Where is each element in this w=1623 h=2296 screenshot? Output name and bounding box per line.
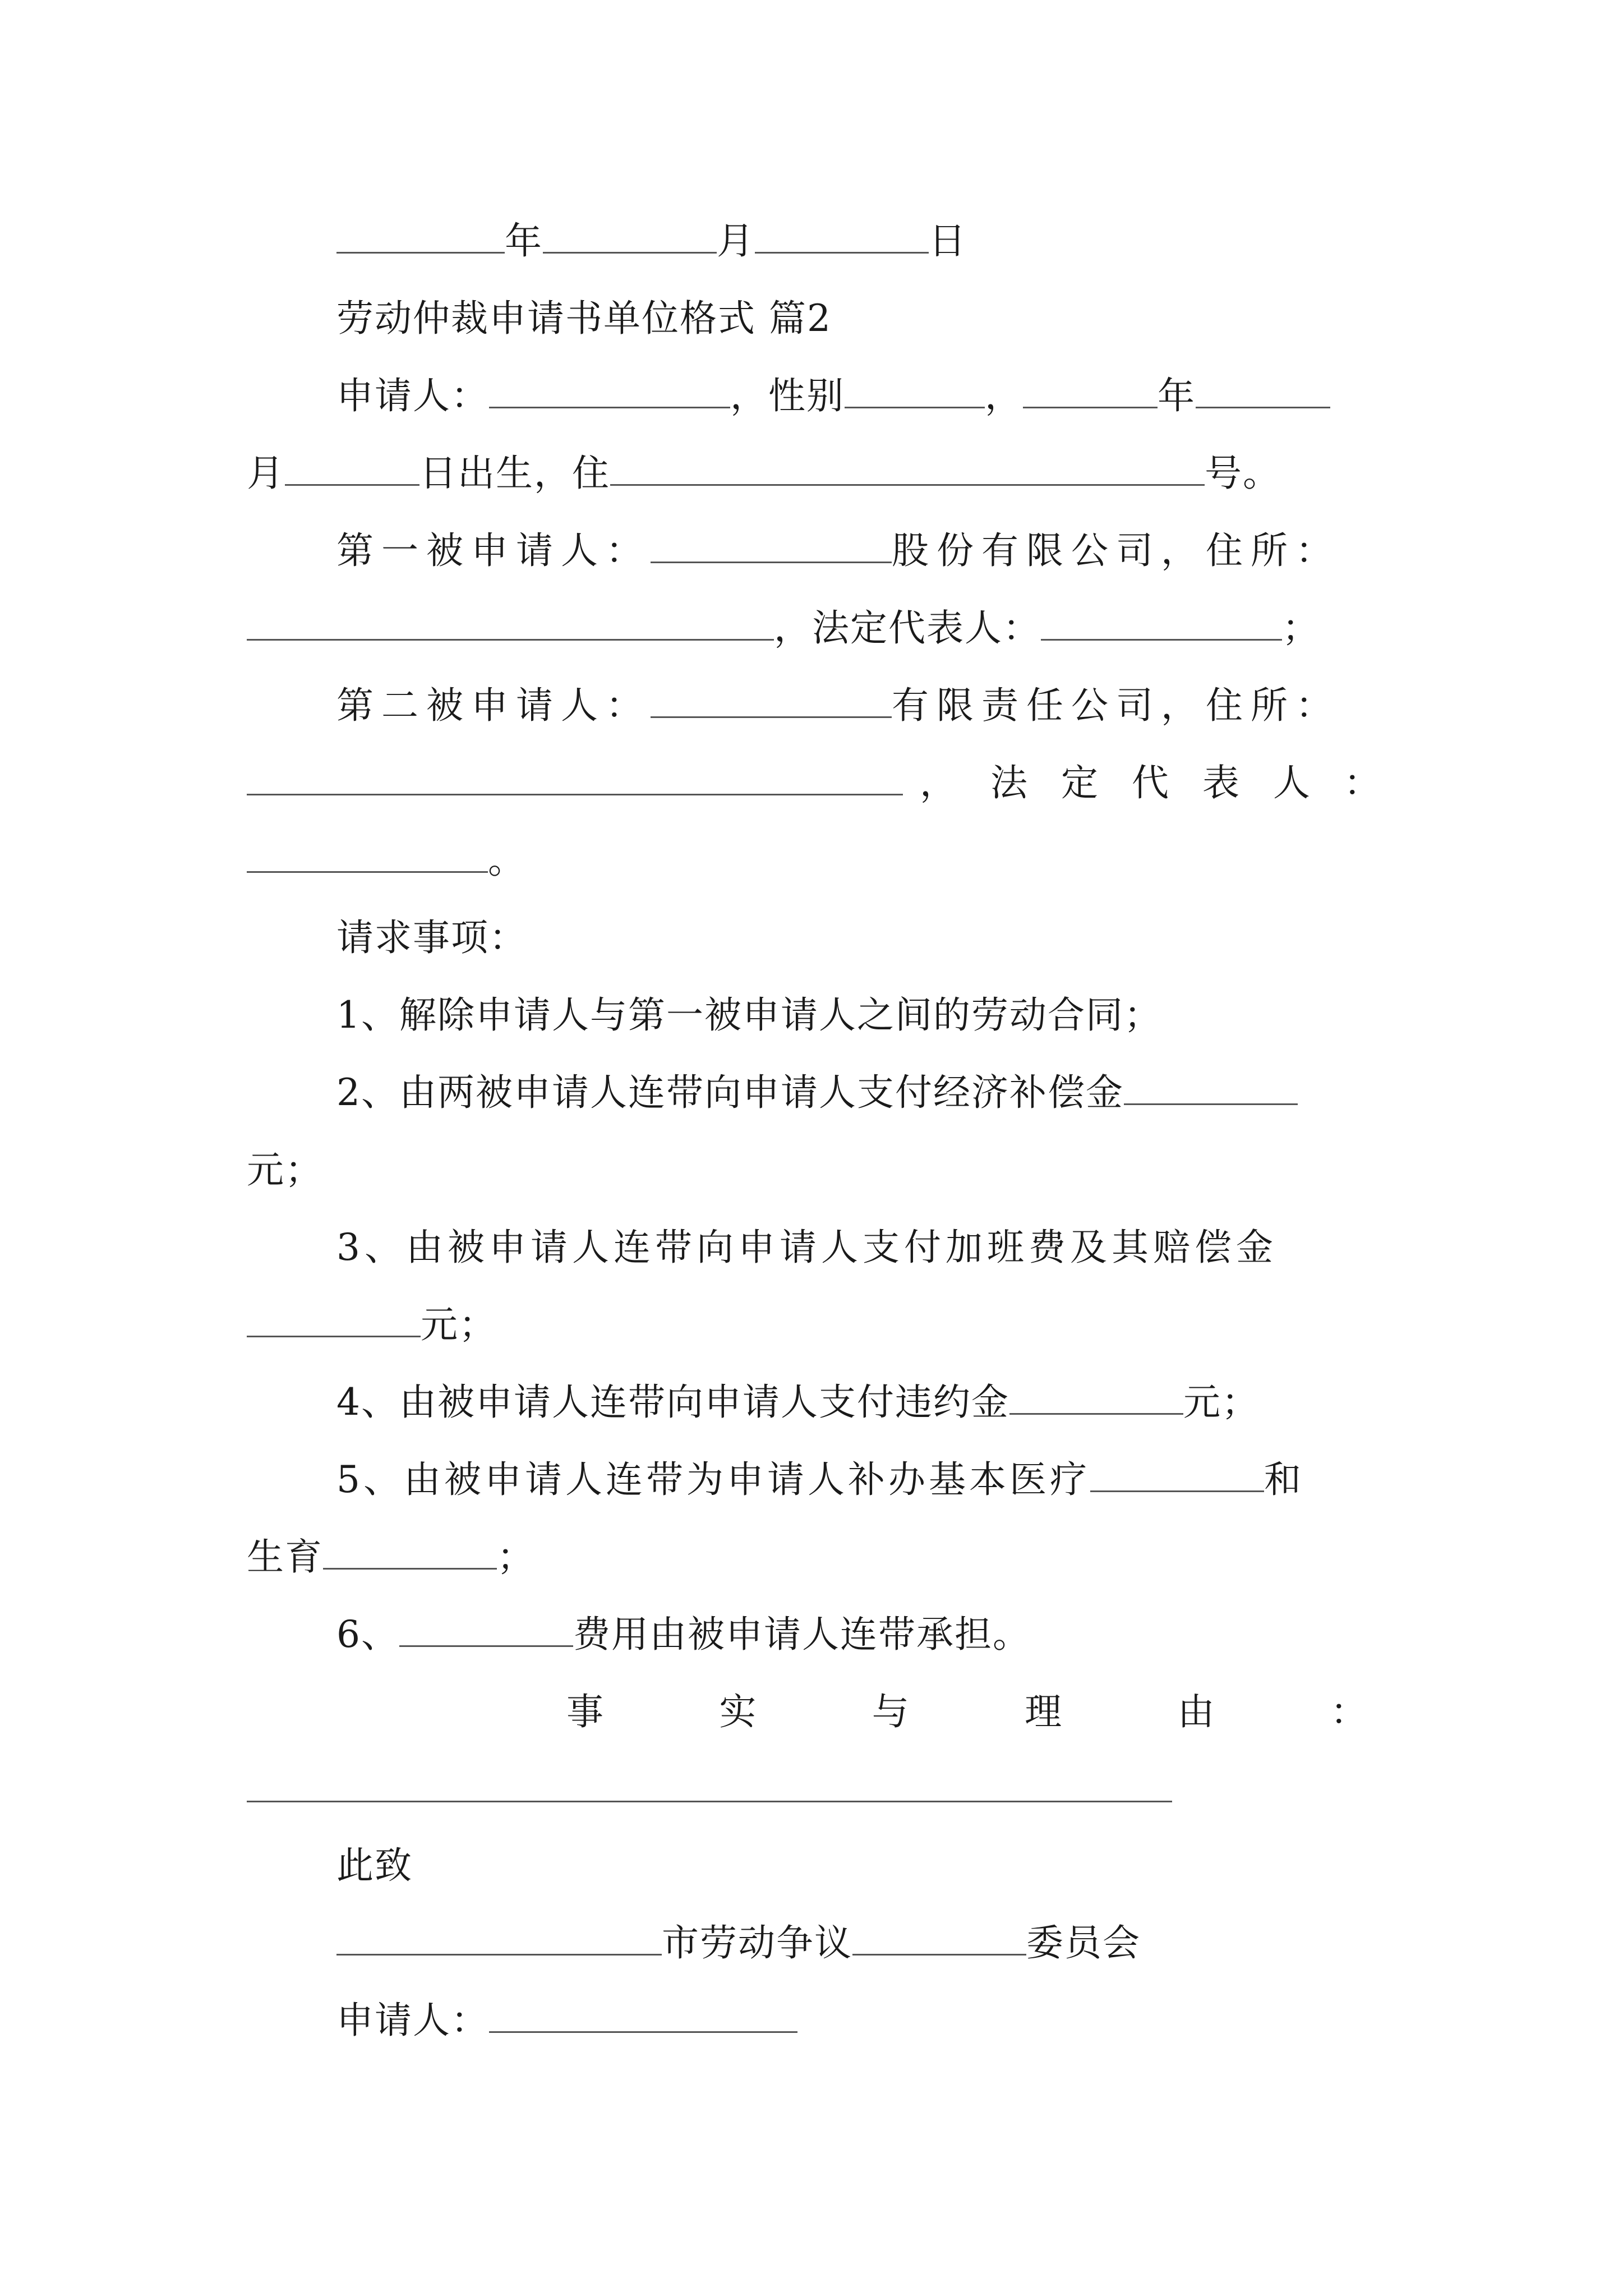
request-item-6-text: 费用由被申请人连带承担。 [573, 1613, 1031, 1656]
respondent2-label: 第二被申请人： [336, 684, 651, 727]
day-blank [755, 218, 929, 254]
request-item-4 [336, 1363, 1481, 1442]
facts-char: 事 [566, 1690, 605, 1733]
respondent1-end: ； [1282, 606, 1320, 650]
address-end: 号。 [1205, 452, 1281, 495]
request-item-1-text: 1、解除申请人与第一被申请人之间的劳动合同； [336, 993, 1162, 1037]
birth-label: 日出生，住 [419, 452, 610, 495]
applicant-label: 申请人： [336, 374, 489, 417]
committee-blank [852, 1920, 1026, 1955]
request-item-2 [336, 1053, 1481, 1132]
request-item-6-num: 6、 [336, 1613, 399, 1656]
respondent1-name-blank [651, 528, 892, 563]
respondent2-line-3 [247, 821, 1391, 900]
request-item-5-end: ； [497, 1535, 535, 1579]
facts-heading [566, 1673, 1368, 1751]
month-blank [543, 218, 717, 254]
facts-char: 由 [1177, 1690, 1216, 1733]
cizhi-text: 此致 [336, 1844, 413, 1887]
committee-label: 委员会 [1026, 1921, 1141, 1964]
respondent1-label: 第一被申请人： [336, 529, 651, 572]
facts-char: ： [1330, 1690, 1368, 1733]
request-item-6 [336, 1595, 1481, 1674]
request-item-2-text: 2、由两被申请人连带向申请人支付经济补偿金 [336, 1071, 1124, 1114]
respondent2-address-blank [247, 760, 903, 795]
birth-year-label: 年 [1158, 374, 1196, 417]
request-item-2-unit: 元； [247, 1148, 323, 1191]
request-item-5-text: 5、由被申请人连带为申请人补办基本医疗 [336, 1458, 1090, 1501]
respondent1-line-1 [336, 512, 1481, 590]
birth-year-blank [1023, 373, 1158, 408]
requests-heading-text: 请求事项： [336, 916, 527, 959]
maternity-blank [323, 1534, 497, 1570]
section-title [336, 279, 1481, 358]
respondent2-rep-label: ，法定代表人： [920, 761, 1414, 804]
request-item-3-unit: 元； [421, 1303, 497, 1346]
gender-blank [845, 373, 985, 408]
facts-char: 理 [1025, 1690, 1063, 1733]
year-label: 年 [505, 219, 543, 263]
city-blank [336, 1920, 662, 1955]
request-item-5 [336, 1441, 1481, 1519]
respondent1-rep-blank [1041, 605, 1282, 641]
closing-applicant-blank [489, 1998, 797, 2033]
closing-applicant [336, 1981, 1481, 2060]
respondent1-address-blank [247, 605, 774, 641]
request-item-4-unit: 元； [1183, 1381, 1260, 1424]
respondent2-name-blank [651, 683, 892, 718]
city-label: 市劳动争议 [662, 1921, 852, 1964]
respondent2-end: 。 [488, 839, 526, 882]
respondent2-line-1 [336, 666, 1481, 745]
request-item-5-maternity: 生育 [247, 1535, 323, 1579]
facts-char: 与 [872, 1690, 910, 1733]
respondent1-company-label: 股份有限公司，住所： [892, 529, 1340, 572]
respondent2-rep-blank [247, 838, 488, 873]
medical-blank [1090, 1457, 1264, 1492]
request-item-1 [336, 976, 1481, 1055]
facts-char: 实 [719, 1690, 758, 1733]
closing-committee [336, 1904, 1481, 1982]
gender-label: ，性别 [730, 374, 845, 417]
section-title-text: 劳动仲裁申请书单位格式 篇2 [336, 297, 832, 340]
penalty-blank [1009, 1379, 1183, 1415]
request-item-4-text: 4、由被申请人连带向申请人支付违约金 [336, 1381, 1009, 1424]
address-blank [610, 450, 1205, 486]
year-blank [336, 218, 505, 254]
birth-month-blank [1196, 373, 1330, 408]
respondent2-line-2 [247, 744, 1414, 822]
applicant-name-blank [489, 373, 730, 408]
applicant-line-1 [336, 357, 1481, 435]
closing-cizhi [336, 1826, 1481, 1905]
facts-blank-line [247, 1801, 1172, 1802]
respondent2-company-label: 有限责任公司，住所： [892, 684, 1340, 727]
respondent1-line-2 [247, 589, 1391, 668]
request-item-5-cont [247, 1518, 1391, 1596]
birth-day-blank [285, 450, 419, 486]
date-line [336, 202, 1481, 280]
applicant-line-2 [247, 434, 1391, 513]
request-item-3-cont [247, 1286, 1391, 1364]
requests-heading [336, 899, 1481, 977]
fee-blank [399, 1612, 573, 1647]
closing-applicant-label: 申请人： [336, 1999, 489, 2042]
request-item-2-cont [247, 1131, 1391, 1209]
compensation-blank [1124, 1070, 1298, 1105]
day-label: 日 [929, 219, 967, 263]
overtime-blank [247, 1302, 421, 1337]
request-item-3-text: 3、由被申请人连带向申请人支付加班费及其赔偿金 [336, 1226, 1278, 1269]
respondent1-rep-label: ，法定代表人： [774, 606, 1041, 650]
request-item-5-and: 和 [1264, 1458, 1304, 1501]
request-item-3 [336, 1208, 1481, 1287]
month-label: 月 [717, 219, 755, 263]
comma: ， [985, 374, 1023, 417]
birth-month-label: 月 [247, 452, 285, 495]
